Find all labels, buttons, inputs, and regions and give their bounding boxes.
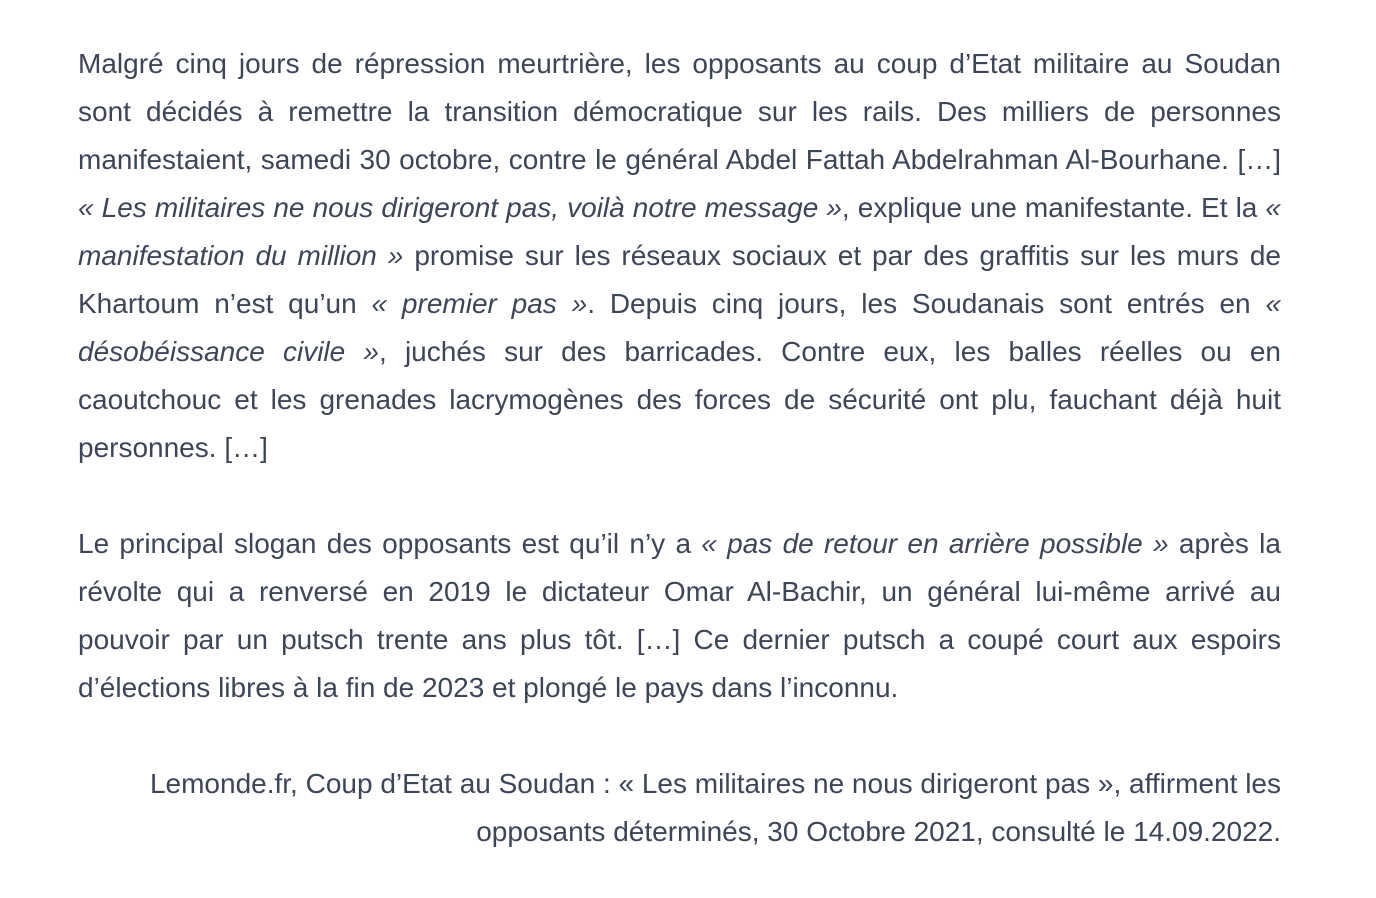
paragraph-1-text-4: . Depuis cinq jours, les Soudanais sont entrés en [587,288,1266,319]
quote-militaires: « Les militaires ne nous dirigeront pas, voilà notre message » [78,192,842,223]
paragraph-1-text-5: , juchés sur des barricades. Contre eux, les balles réelles ou en caoutchouc et les grenades lacrymogènes des forces de sécurité ont plu, fauchant déjà huit personnes. […] [78,336,1281,463]
quote-premier-pas: « premier pas » [371,288,588,319]
paragraph-2-text-1: Le principal slogan des opposants est qu’il n’y a [78,528,702,559]
paragraph-1-text-3: promise sur les réseaux sociaux et par des graffitis sur les murs de Khartoum n’est qu’un [78,240,1282,319]
article [78,40,1281,856]
article-paragraph-2 [78,520,1281,712]
quote-pas-de-retour: « pas de retour en arrière possible » [701,528,1169,559]
paragraph-1-text-2: , explique une manifestante. Et la [841,192,1266,223]
paragraph-2-text-2: après la révolte qui a renversé en 2019 le dictateur Omar Al-Bachir, un général lui-même arrivé au pouvoir par un putsch trente ans plus tôt. […] Ce dernier putsch a coupé court aux espoirs d’élections libres à la fin de 2023 et plongé le pays dans l’inconnu. [78,528,1281,703]
source-citation: Lemonde.fr, Coup d’Etat au Soudan : « Les militaires ne nous dirigeront pas », affirment les opposants déterminés, 30 Octobre 2021, consulté le 14.09.2022. [149,768,1281,847]
quote-manifestation-du-million: « manifestation du million » [78,192,1281,271]
article-paragraph-1 [78,40,1281,472]
quote-desobeissance-civile: « désobéissance civile » [78,288,1282,367]
paragraph-1-text-1: Malgré cinq jours de répression meurtrière, les opposants au coup d’Etat militaire au Soudan sont décidés à remettre la transition démocratique sur les rails. Des milliers de personnes manifestaient, samedi 30 octobre, contre le général Abdel Fattah Abdelrahman Al-Bourhane. […] [78,48,1281,175]
